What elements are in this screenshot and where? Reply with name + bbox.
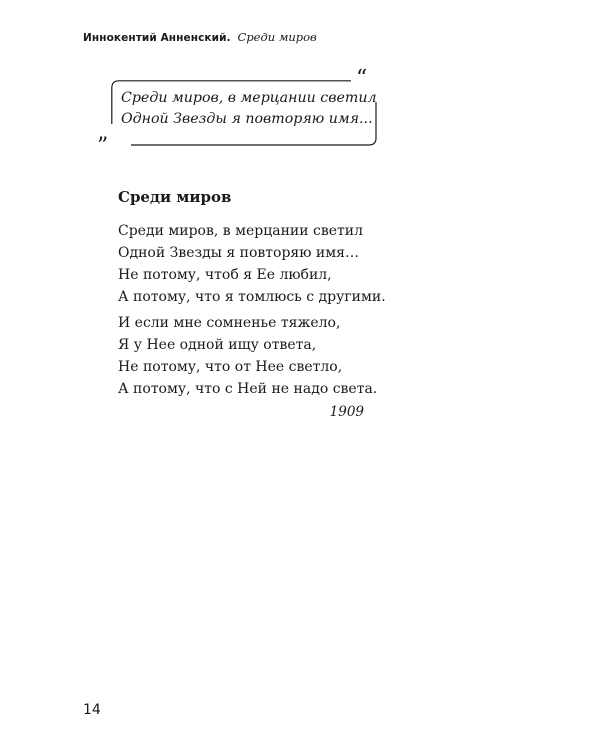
open-quote-mark: “ bbox=[356, 66, 368, 91]
poem-line: А потому, что с Ней не надо света. bbox=[118, 381, 378, 397]
running-head-title: Среди миров bbox=[237, 30, 317, 44]
poem-line: А потому, что я томлюсь с другими. bbox=[118, 289, 386, 305]
epigraph-line: Одной Звезды я повторяю имя... bbox=[121, 111, 373, 127]
poem-line: Одной Звезды я повторяю имя… bbox=[118, 245, 359, 261]
running-head bbox=[83, 30, 317, 44]
poem-stanza bbox=[118, 312, 377, 400]
poem-stanza bbox=[118, 220, 386, 308]
page-number: 14 bbox=[83, 702, 101, 718]
close-quote-mark: ” bbox=[97, 134, 109, 159]
poem-line: Не потому, чтоб я Ее любил, bbox=[118, 267, 332, 283]
epigraph-text bbox=[121, 88, 377, 130]
poem-title: Среди миров bbox=[118, 188, 232, 206]
running-head-author: Иннокентий Анненский. bbox=[83, 32, 231, 44]
poem-line: Я у Нее одной ищу ответа, bbox=[118, 337, 317, 353]
epigraph-line: Среди миров, в мерцании светил bbox=[121, 90, 377, 106]
poem-line: Не потому, что от Нее светло, bbox=[118, 359, 343, 375]
poem-line: И если мне сомненье тяжело, bbox=[118, 315, 341, 331]
poem-line: Среди миров, в мерцании светил bbox=[118, 223, 363, 239]
poem-date: 1909 bbox=[329, 404, 364, 420]
